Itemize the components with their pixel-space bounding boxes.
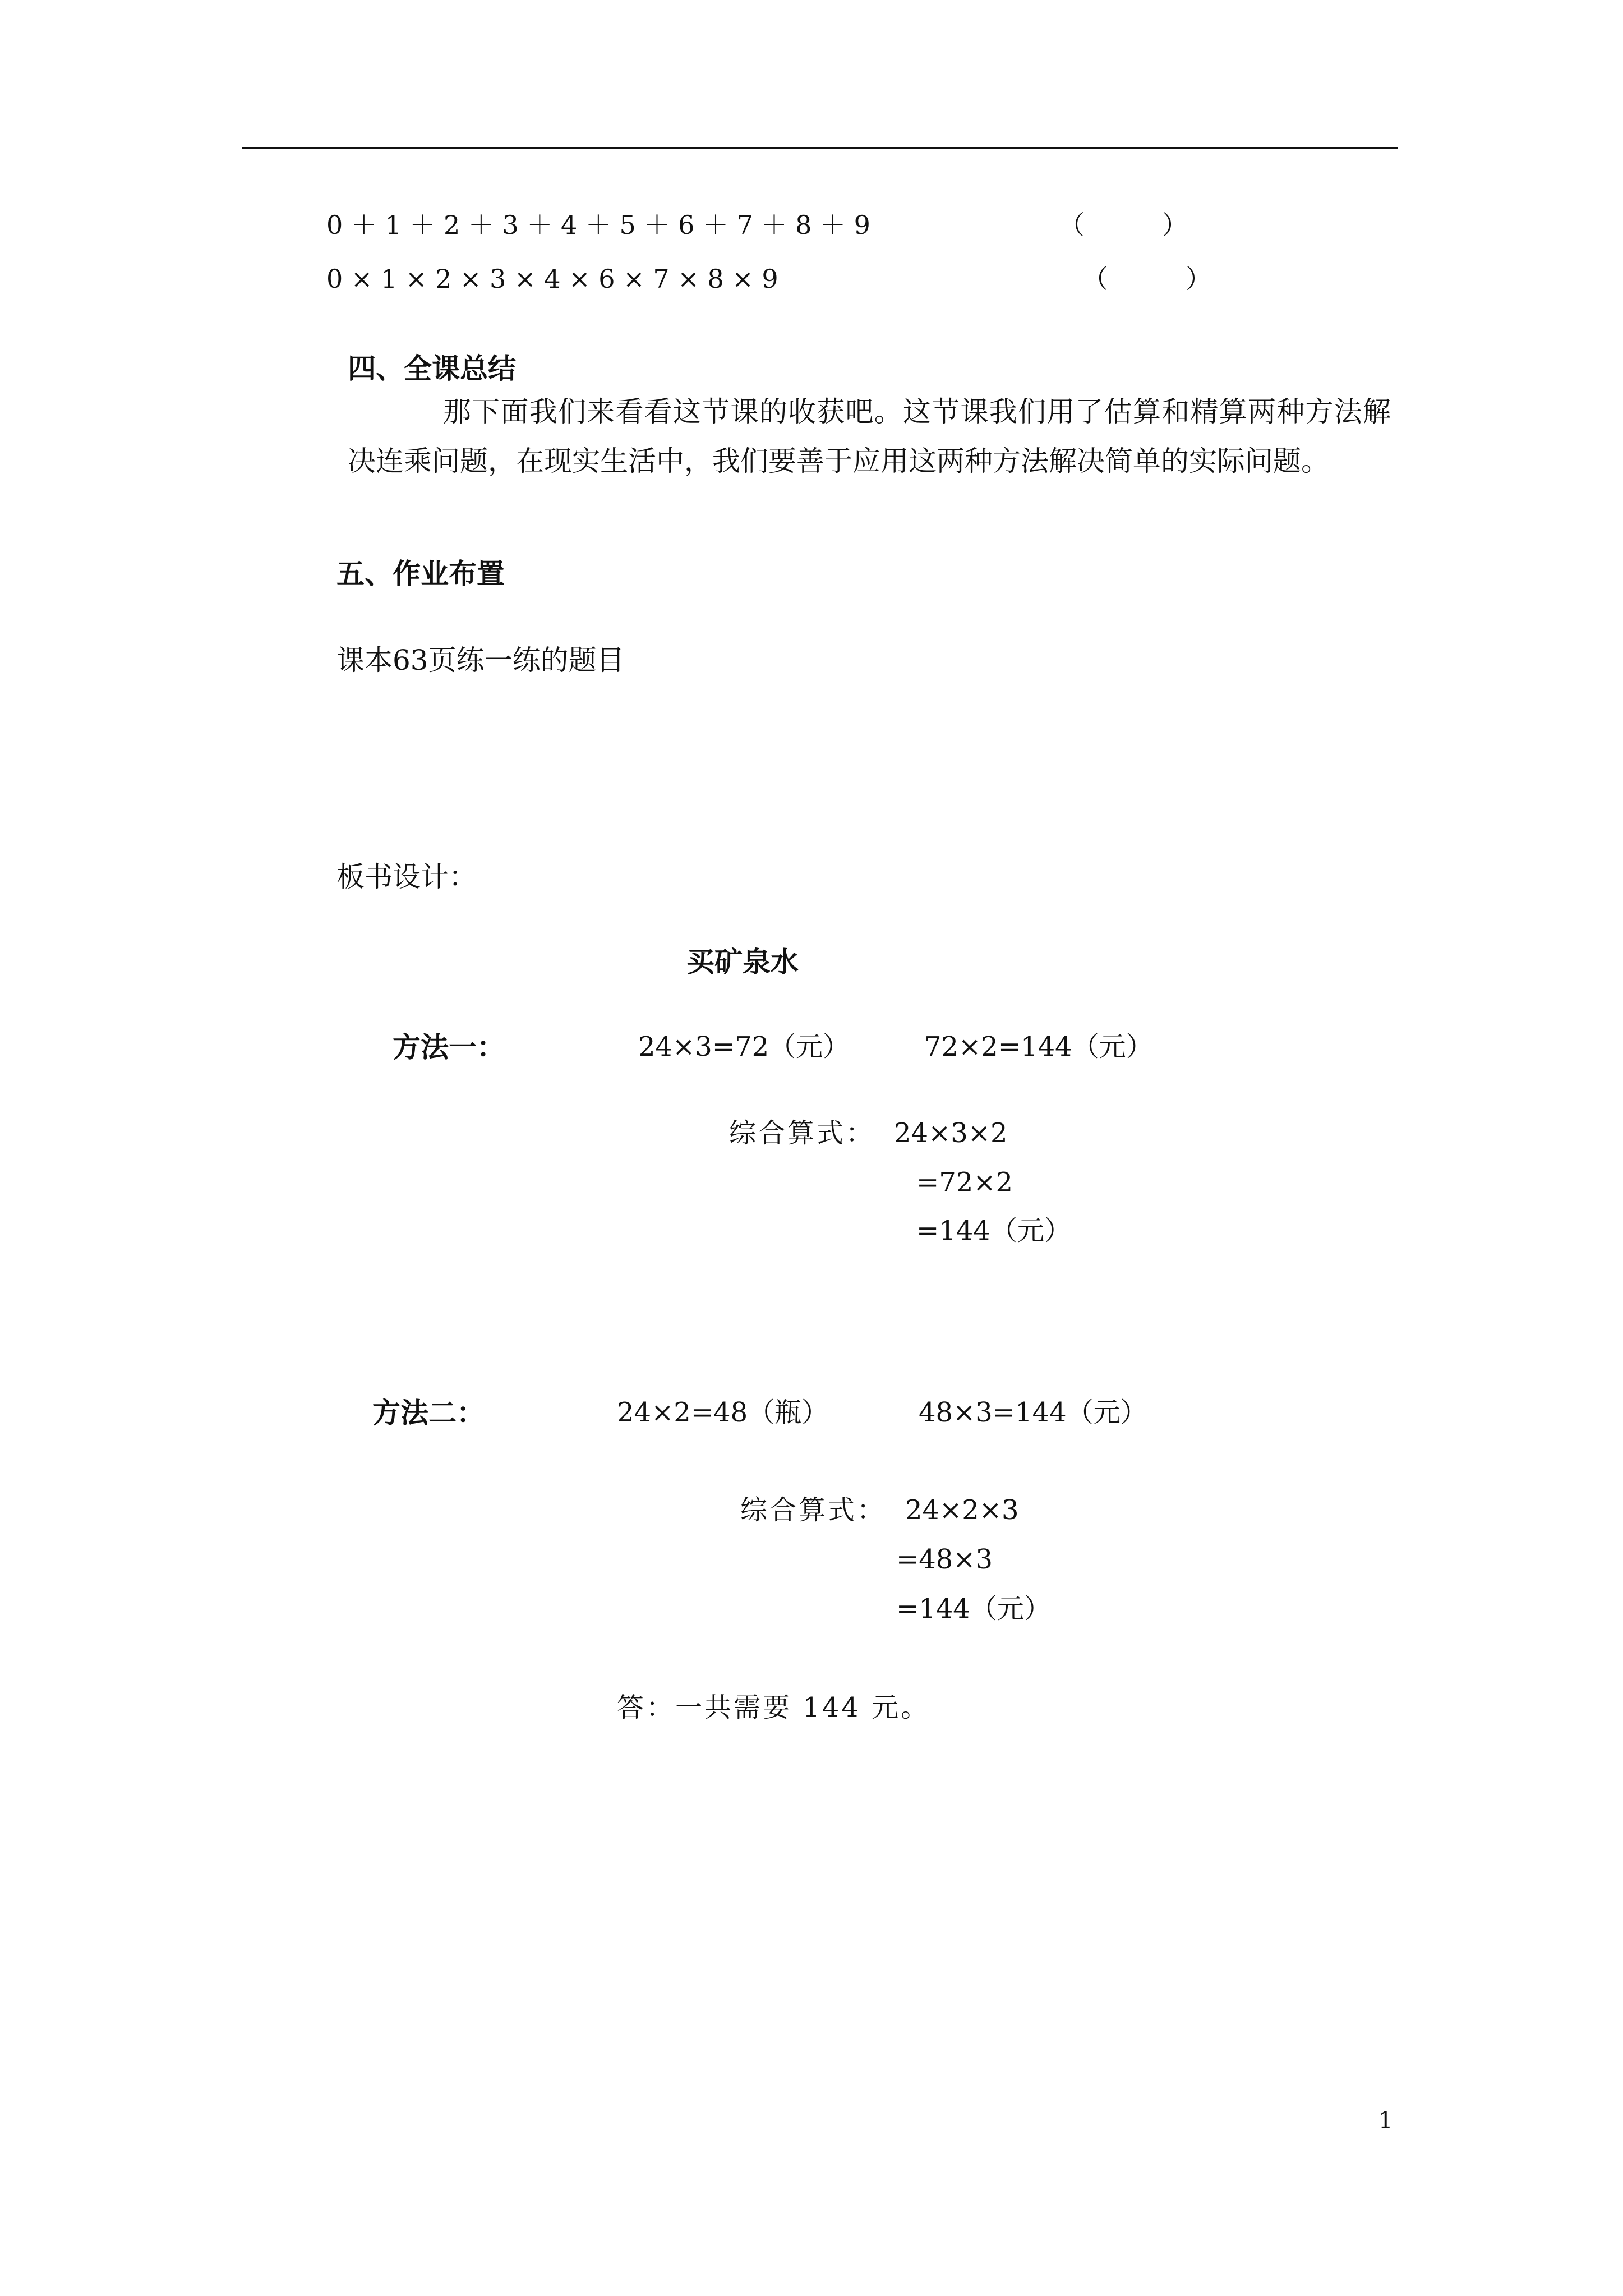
- method1-step2: 72×2=144（元）: [924, 1031, 1153, 1062]
- method1-line2: =72×2: [916, 1167, 1013, 1198]
- method1-combined-expr: 24×3×2: [894, 1117, 1008, 1149]
- product-answer-blank: （ ）: [1082, 264, 1211, 294]
- sum-answer-blank: （ ）: [1059, 210, 1188, 240]
- method2-combined-expr: 24×2×3: [905, 1494, 1019, 1526]
- method2-step2: 48×3=144（元）: [919, 1397, 1147, 1428]
- method2-line3: =144（元）: [896, 1593, 1051, 1625]
- method1-step1: 24×3=72（元）: [638, 1031, 850, 1062]
- board-title: 买矿泉水: [686, 945, 799, 978]
- product-expression: 0 × 1 × 2 × 3 × 4 × 6 × 7 × 8 × 9: [326, 264, 778, 294]
- method1-line3: =144（元）: [916, 1215, 1071, 1246]
- section4-heading: 四、全课总结: [348, 352, 516, 385]
- sum-expression: 0 ＋ 1 ＋ 2 ＋ 3 ＋ 4 ＋ 5 ＋ 6 ＋ 7 ＋ 8 ＋ 9: [326, 210, 870, 240]
- method1-label: 方法一：: [393, 1030, 505, 1064]
- homework-text: 课本63页练一练的题目: [336, 644, 625, 677]
- method2-line2: =48×3: [896, 1544, 993, 1575]
- section5-heading: 五、作业布置: [336, 557, 505, 590]
- page-number: 1: [1378, 2108, 1393, 2133]
- method2-combined-label: 综合算式：: [740, 1494, 887, 1526]
- section4-paragraph: 那下面我们来看看这节课的收获吧。这节课我们用了估算和精算两种方法解决连乘问题，在现实生活中，我们要善于应用这两种方法解决简单的实际问题。: [348, 395, 1391, 477]
- header-rule: [242, 147, 1398, 149]
- board-design-label: 板书设计：: [336, 861, 477, 893]
- method1-combined-label: 综合算式：: [729, 1117, 875, 1149]
- method2-label: 方法二：: [372, 1396, 485, 1429]
- method2-step1: 24×2=48（瓶）: [617, 1397, 829, 1428]
- answer-text: 答：一共需要 144 元。: [617, 1692, 930, 1723]
